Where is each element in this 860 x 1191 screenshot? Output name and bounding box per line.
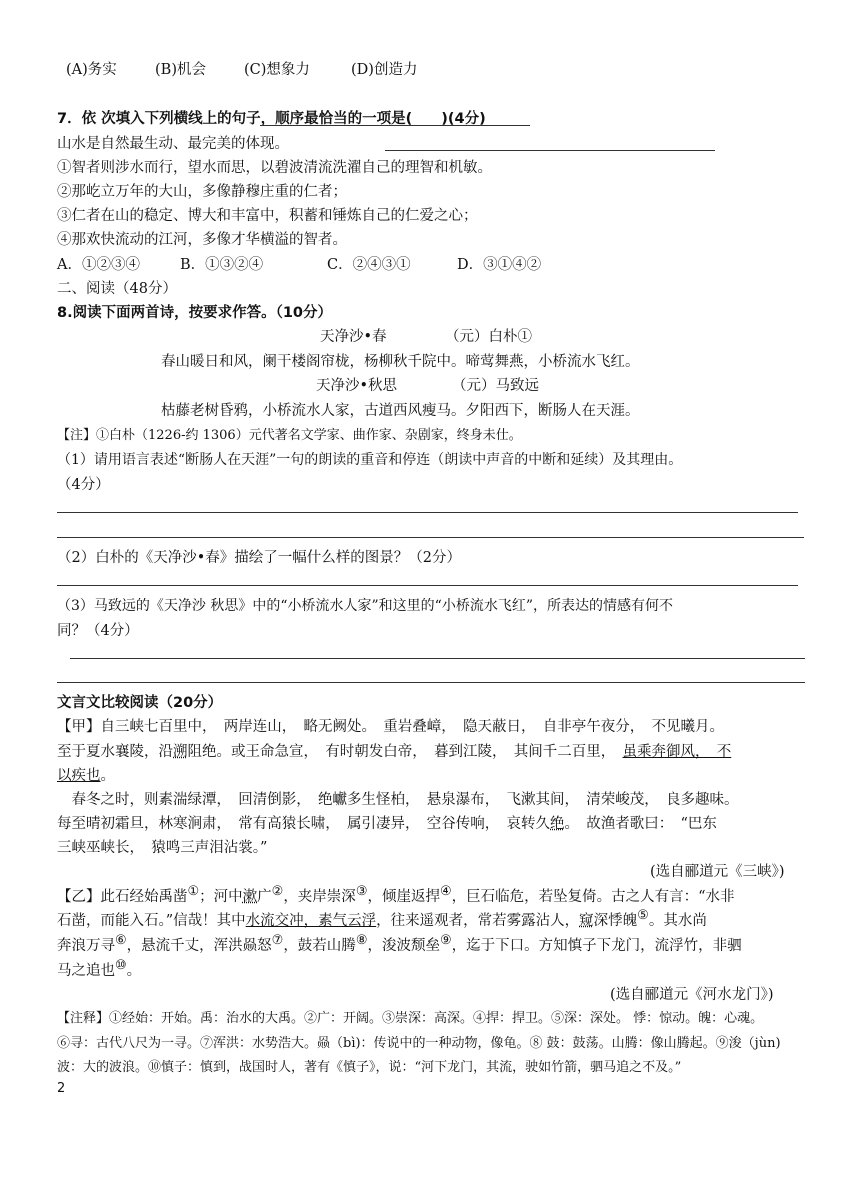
- answer-line: [57, 682, 805, 683]
- q7-sentence-4: ④那欢快流动的江河，多像才华横溢的智者。: [57, 232, 347, 248]
- q7-blank-line: [385, 150, 715, 151]
- q8-sub1-line2: （4分）: [57, 477, 110, 493]
- yi-line-1: 【乙】此石经始禹凿①；河中漱广②，夹岸崇深③，倾崖返捍④，巨石临危，若坠复倚。古之人有言：“水非: [57, 884, 735, 905]
- q8-title: 8.阅读下面两首诗，按要求作答。（10分）: [57, 305, 333, 321]
- q7-sentence-2: ②那屹立万年的大山，多像静穆庄重的仁者；: [57, 184, 347, 200]
- poem1-text: 春山暖日和风，阑干楼阁帘栊，杨柳秋千院中。啼莺舞燕，小桥流水飞红。: [161, 354, 640, 370]
- poem2-title: 天净沙•秋思: [316, 378, 398, 394]
- q7-title: 7．依 次填入下列横线上的句子，顺序最恰当的一项是( )(4分): [57, 111, 486, 127]
- jia-line-6: 三峡巫峡长， 猿鸣三声泪沾裳。”: [57, 840, 268, 856]
- jia-line-1: 【甲】自三峡七百里中， 两岸连山， 略无阙处。 重岩叠嶂， 隐天蔽日， 自非亭午夜分， 不见曦月。: [57, 719, 724, 735]
- yi-source: (选自郦道元《河水龙门》): [610, 987, 774, 1003]
- q8-sub1-line1: （1）请用语言表述“断肠人在天涯”一句的朗读的重音和停连（朗读中声音的中断和延续）及其理由。: [57, 452, 683, 468]
- q7-sentence-3: ③仁者在山的稳定、博大和丰富中，积蓄和锤炼自己的仁爱之心；: [57, 208, 478, 224]
- poem-note: 【注】①白朴（1226-约 1306）元代著名文学家、曲作家、杂剧家，终身未仕。: [57, 428, 522, 443]
- q7-title-underline: [260, 125, 530, 126]
- jia-line-3: 以疾也。: [57, 768, 115, 784]
- poem1-author: （元）白朴①: [445, 329, 532, 345]
- jia-line-5: 每至晴初霜旦，林寒涧肃， 常有高猿长啸， 属引凄异， 空谷传响， 哀转久绝。 故渔者歌曰： “巴东: [57, 816, 717, 832]
- yi-line-3: 奔浪万寻⑥，悬流千丈，浑洪赑怒⑦，鼓若山腾⑧，浚波颓垒⑨，迄于下口。方知慎子下龙门，流浮竹，非驷: [57, 933, 742, 954]
- jia-source: (选自郦道元《三峡》): [650, 864, 785, 880]
- q8-sub2: （2）白朴的《天净沙•春》描绘了一幅什么样的图景？（2分）: [57, 550, 462, 566]
- q8-sub3-line2: 同？（4分）: [57, 623, 139, 639]
- q7-choice-b: B．①③②④: [180, 257, 264, 273]
- poem2-text: 枯藤老树昏鸦，小桥流水人家，古道西风瘦马。夕阳西下，断肠人在天涯。: [161, 403, 640, 419]
- q7-sentence-1: ①智者则涉水而行，望水而思，以碧波清流洗濯自己的理智和机敏。: [57, 160, 492, 176]
- option-c: (C)想象力: [244, 62, 310, 78]
- jia-line-2: 至于夏水襄陵，沿溯阻绝。或王命急宣， 有时朝发白帝， 暮到江陵， 其间千二百里， 虽乘奔御风， 不: [57, 744, 732, 760]
- q7-choice-d: D．③①④②: [457, 257, 542, 273]
- yi-line-4: 马之追也⑩。: [57, 958, 142, 979]
- notes-line-3: 波：大的波浪。⑩慎子：慎到，战国时人，著有《慎子》，说：“河下龙门，其流，驶如竹箭，驷马追之不及。”: [57, 1060, 682, 1075]
- classical-title: 文言文比较阅读（20分）: [57, 695, 223, 711]
- notes-line-2: ⑥寻：古代八尺为一寻。⑦浑洪：水势浩大。赑（bì)：传说中的一种动物，像龟。⑧ 鼓：鼓荡。山腾：像山腾起。⑨浚（jùn): [57, 1036, 781, 1051]
- page-number: 2: [57, 1081, 66, 1096]
- jia-line-4: 春冬之时，则素湍绿潭， 回清倒影， 绝巘多生怪柏， 悬泉瀑布， 飞漱其间， 清荣峻茂， 良多趣味。: [57, 792, 739, 808]
- poem2-author: （元）马致远: [452, 378, 539, 394]
- answer-line: [57, 512, 798, 513]
- q7-stem: 山水是自然最生动、最完美的体现。: [57, 136, 289, 152]
- q8-sub3-line1: （3）马致远的《天净沙 秋思》中的“小桥流水人家”和这里的“小桥流水飞红”，所表达的情感有何不: [57, 598, 673, 614]
- option-d: (D)创造力: [351, 62, 418, 78]
- q7-choice-c: C．②④③①: [327, 257, 411, 273]
- option-b: (B)机会: [155, 62, 206, 78]
- section-heading: 二、阅读（48分）: [57, 281, 177, 297]
- q7-choice-a: A．①②③④: [57, 257, 140, 273]
- answer-line: [57, 537, 804, 538]
- answer-line: [70, 658, 805, 659]
- poem1-title: 天净沙•春: [320, 329, 387, 345]
- yi-line-2: 石凿，而能入石。”信哉！其中水流交冲，素气云浮，往来遥观者，常若雾露沾人，窥深悸魄⑤。其水尚: [57, 908, 707, 929]
- notes-line-1: 【注释】①经始：开始。禹：治水的大禹。②广：开阔。③崇深：高深。④捍：捍卫。⑤深：深处。 悸：惊动。魄：心魂。: [57, 1011, 764, 1026]
- option-a: (A)务实: [66, 62, 117, 78]
- answer-line: [57, 585, 798, 586]
